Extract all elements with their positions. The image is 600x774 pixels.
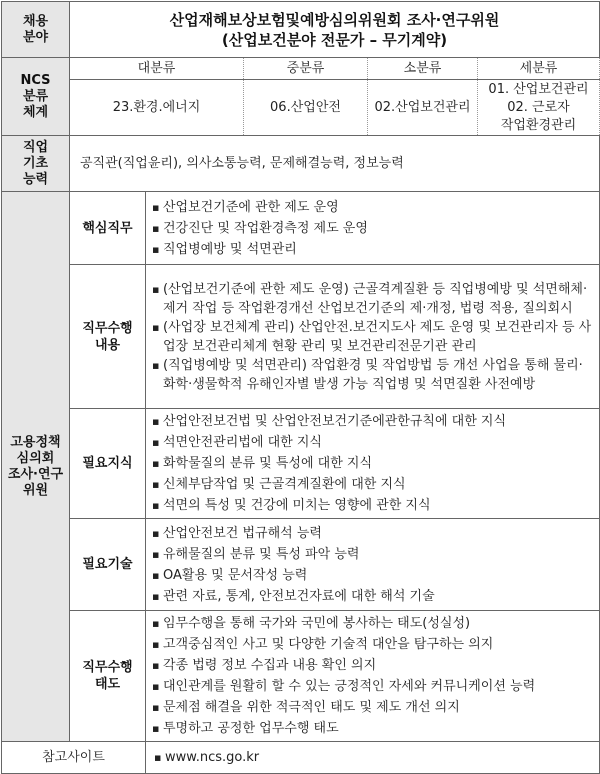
list-item: ▪ 화학물질의 분류 및 특성에 대한 지식 — [152, 453, 593, 474]
list-item: ▪ 대인관계를 원활히 할 수 있는 긍정적인 자세와 커뮤니케이션 능력 — [152, 676, 593, 697]
section-attitude — [146, 611, 600, 742]
ncs-value-detail-text: 01. 산업보건관리 02. 근로자 작업환경관리 — [488, 81, 589, 133]
list-item: ▪ 각종 법령 정보 수집과 내용 확인 의지 — [152, 655, 593, 676]
reference-link[interactable]: ▪ www.ncs.go.kr — [154, 747, 599, 768]
list-item: ▪ 석면의 특성 및 건강에 미치는 영향에 관한 지식 — [152, 495, 593, 516]
reference-list — [154, 747, 599, 768]
field-label — [2, 2, 70, 58]
section-label-knowledge: 필요지식 — [70, 409, 146, 519]
attitude-list — [146, 611, 599, 741]
ncs-header-detail: 세분류 — [478, 58, 600, 80]
job-description-document — [1, 1, 599, 765]
list-item: ▪ (사업장 보건체계 관리) 산업안전.보건지도사 제도 운영 및 보건관리자 등 사업장 보건관리체계 현황 관리 및 보건관리전문기관 관리 — [152, 318, 593, 356]
basic-ability-value: 공직관(직업윤리), 의사소통능력, 문제해결능력, 정보능력 — [70, 136, 600, 192]
section-label-attitude-text: 직무수행 태도 — [82, 660, 133, 692]
knowledge-list — [146, 409, 599, 518]
section-label-content-text: 직무수행 내용 — [82, 320, 133, 353]
job-description-table — [1, 1, 600, 774]
title-line-1: 산업재해보상보험및예방심의위원회 조사·연구위원 — [169, 10, 500, 29]
list-item: ▪ 임무수행을 통해 국가와 국민에 봉사하는 태도(성실성) — [152, 613, 593, 634]
section-duty-content — [146, 265, 600, 409]
list-item: ▪ 석면안전관리법에 대한 지식 — [152, 432, 593, 453]
list-item: ▪ 투명하고 공정한 업무수행 태도 — [152, 718, 593, 739]
basic-ability-label-text: 직업 기초 능력 — [22, 139, 49, 187]
section-knowledge — [146, 409, 600, 519]
ncs-header-major: 대분류 — [70, 58, 244, 80]
reference-site — [146, 742, 600, 774]
group-label — [2, 192, 70, 742]
list-item: ▪ 건강진단 및 작업환경측정 제도 운영 — [152, 218, 593, 239]
ncs-label — [2, 58, 70, 136]
ncs-label-text: NCS 분류 체계 — [20, 72, 51, 120]
title-line-2: (산업보건분야 전문가 – 무기계약) — [221, 30, 448, 49]
section-label-content — [70, 265, 146, 409]
skills-list — [146, 521, 599, 609]
field-label-text: 채용 분야 — [22, 13, 49, 45]
section-label-core: 핵심직무 — [70, 192, 146, 265]
section-label-skills: 필요기술 — [70, 519, 146, 611]
ncs-value-detail — [478, 80, 600, 136]
section-label-attitude — [70, 611, 146, 742]
list-item: ▪ 산업안전보건 법규해석 능력 — [152, 523, 593, 544]
list-item: ▪ 문제점 해결을 위한 적극적인 태도 및 제도 개선 의지 — [152, 697, 593, 718]
list-item: ▪ 산업안전보건법 및 산업안전보건기준에관한규칙에 대한 지식 — [152, 411, 593, 432]
list-item: ▪ (산업보건기준에 관한 제도 운영) 근골격계질환 등 직업병예방 및 석면해체·제거 작업 등 작업환경개선 산업보건기준의 제·개정, 법령 적용, 질의회시 — [152, 280, 593, 318]
group-label-text: 고용정책 심의회 조사·연구 위원 — [7, 434, 64, 498]
basic-ability-label — [2, 136, 70, 192]
list-item: ▪ 고객중심적인 사고 및 다양한 기술적 대안을 탐구하는 의지 — [152, 634, 593, 655]
ncs-value-middle: 06.산업안전 — [244, 80, 368, 136]
ncs-value-minor: 02.산업보건관리 — [368, 80, 478, 136]
section-core-duties — [146, 192, 600, 265]
list-item: ▪ 산업보건기준에 관한 제도 운영 — [152, 197, 593, 218]
section-skills — [146, 519, 600, 611]
ncs-value-major: 23.환경.에너지 — [70, 80, 244, 136]
duty-content-list — [146, 278, 599, 396]
list-item: ▪ 직업병예방 및 석면관리 — [152, 239, 593, 260]
page-title — [70, 2, 600, 58]
ncs-header-middle: 중분류 — [244, 58, 368, 80]
list-item: ▪ (직업병예방 및 석면관리) 작업환경 및 작업방법 등 개선 사업을 통해 물리·화학·생물학적 유해인자별 발생 가능 직업병 및 석면질환 사전예방 — [152, 356, 593, 394]
list-item: ▪ 신체부담작업 및 근골격계질환에 대한 지식 — [152, 474, 593, 495]
reference-label: 참고사이트 — [2, 742, 146, 774]
list-item: ▪ OA활용 및 문서작성 능력 — [152, 565, 593, 586]
core-duties-list — [146, 195, 599, 262]
ncs-header-minor: 소분류 — [368, 58, 478, 80]
list-item: ▪ 유해물질의 분류 및 특성 파악 능력 — [152, 544, 593, 565]
list-item: ▪ 관련 자료, 통계, 안전보건자료에 대한 해석 기술 — [152, 586, 593, 607]
